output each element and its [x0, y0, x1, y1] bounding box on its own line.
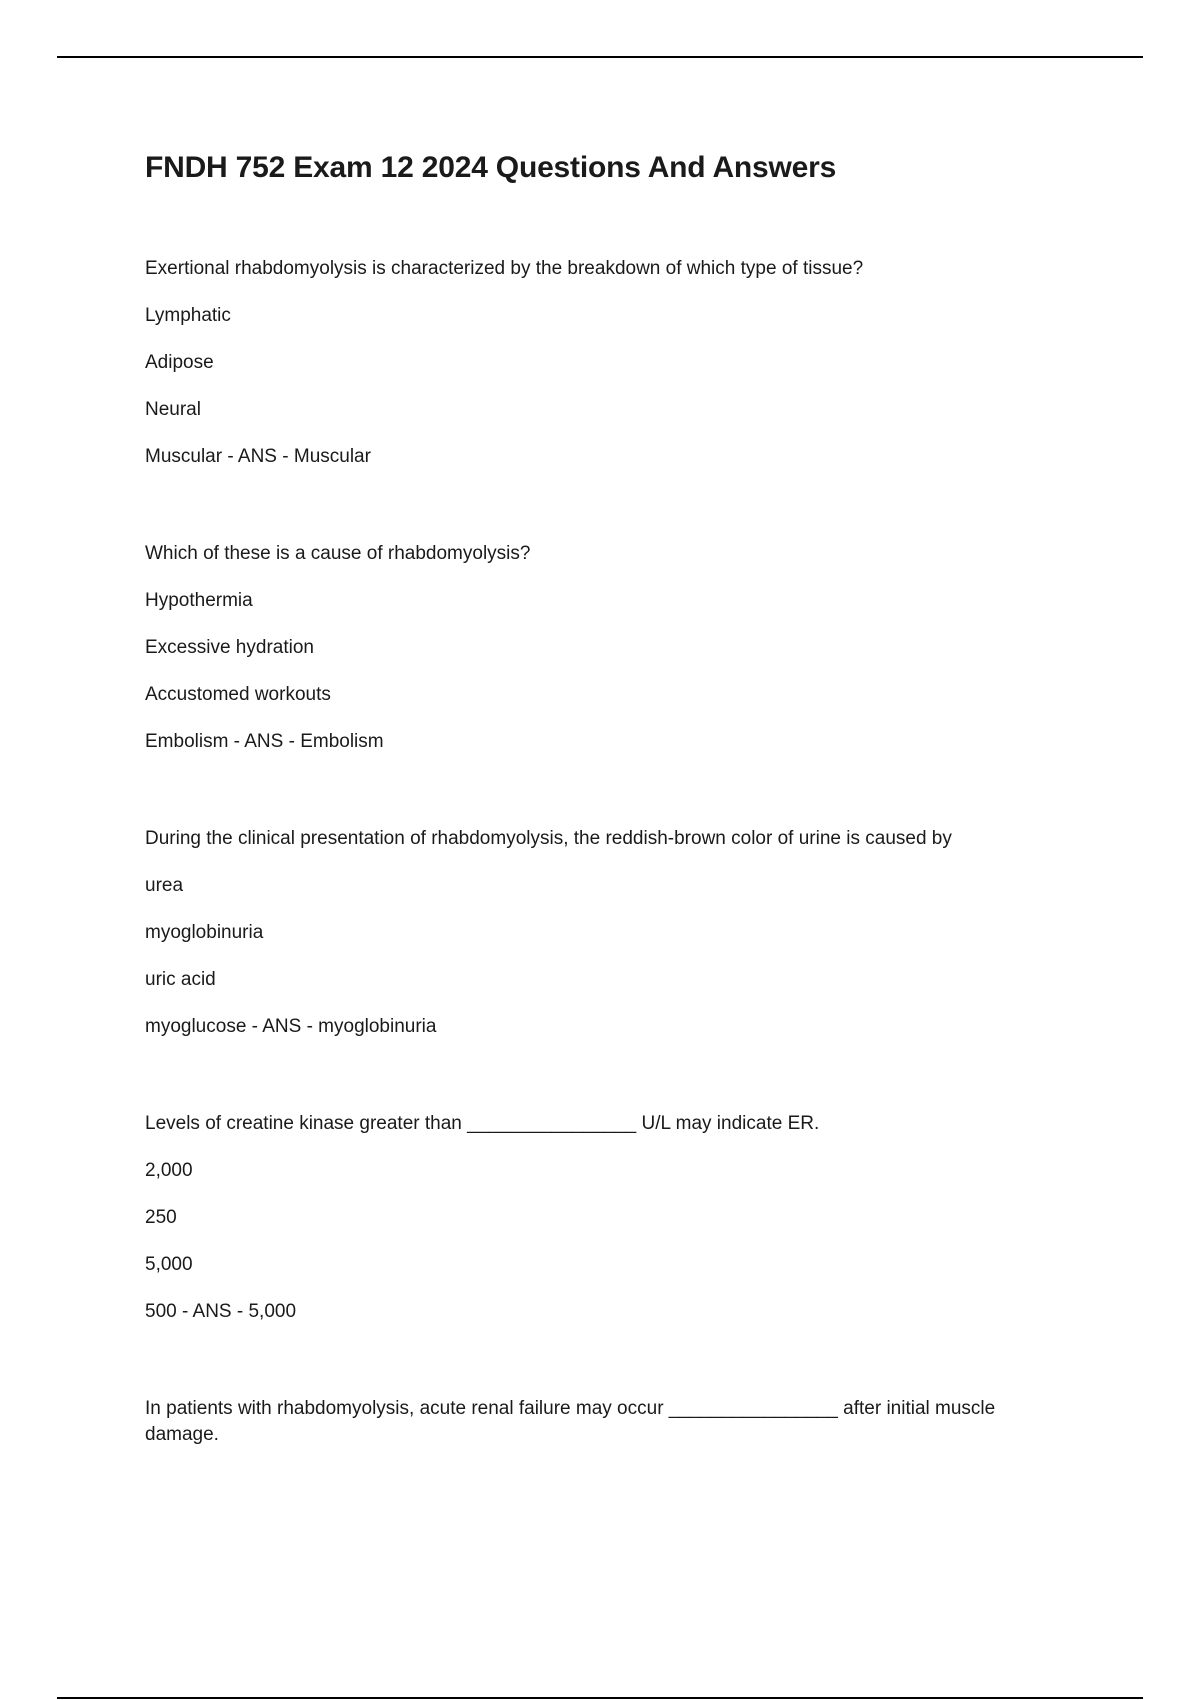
top-rule: [57, 56, 1143, 58]
question-1: [145, 256, 1065, 470]
answer-option: 2,000: [145, 1160, 193, 1181]
question-list: [145, 256, 1065, 1448]
question-text: Which of these is a cause of rhabdomyolysis?: [145, 543, 531, 564]
answer-option: Accustomed workouts: [145, 684, 331, 705]
document-title: FNDH 752 Exam 12 2024 Questions And Answers: [145, 151, 837, 184]
answer-option-with-key: Muscular - ANS - Muscular: [145, 446, 371, 467]
answer-option: uric acid: [145, 969, 216, 990]
answer-option: Hypothermia: [145, 590, 253, 611]
question-text: Levels of creatine kinase greater than ________________ U/L may indicate ER.: [145, 1113, 820, 1134]
answer-option-with-key: Embolism - ANS - Embolism: [145, 731, 384, 752]
answer-option-with-key: myoglucose - ANS - myoglobinuria: [145, 1016, 437, 1037]
answer-option: myoglobinuria: [145, 922, 264, 943]
answer-option: 5,000: [145, 1254, 193, 1275]
answer-option: Excessive hydration: [145, 637, 314, 658]
answer-option: 250: [145, 1207, 177, 1228]
question-text: During the clinical presentation of rhabdomyolysis, the reddish-brown color of urine is caused by: [145, 828, 952, 849]
question-2: [145, 541, 1065, 755]
answer-option-with-key: 500 - ANS - 5,000: [145, 1301, 297, 1322]
question-4: [145, 1111, 1065, 1325]
question-text: In patients with rhabdomyolysis, acute renal failure may occur ________________ after initial muscle damage.: [145, 1398, 996, 1445]
document-body: [145, 148, 1065, 1519]
question-text: Exertional rhabdomyolysis is characterized by the breakdown of which type of tissue?: [145, 258, 864, 279]
question-3: [145, 826, 1065, 1040]
answer-option: urea: [145, 875, 184, 896]
question-5: [145, 1396, 1065, 1448]
bottom-rule: [57, 1697, 1143, 1699]
answer-option: Neural: [145, 399, 201, 420]
answer-option: Adipose: [145, 352, 214, 373]
answer-option: Lymphatic: [145, 305, 231, 326]
